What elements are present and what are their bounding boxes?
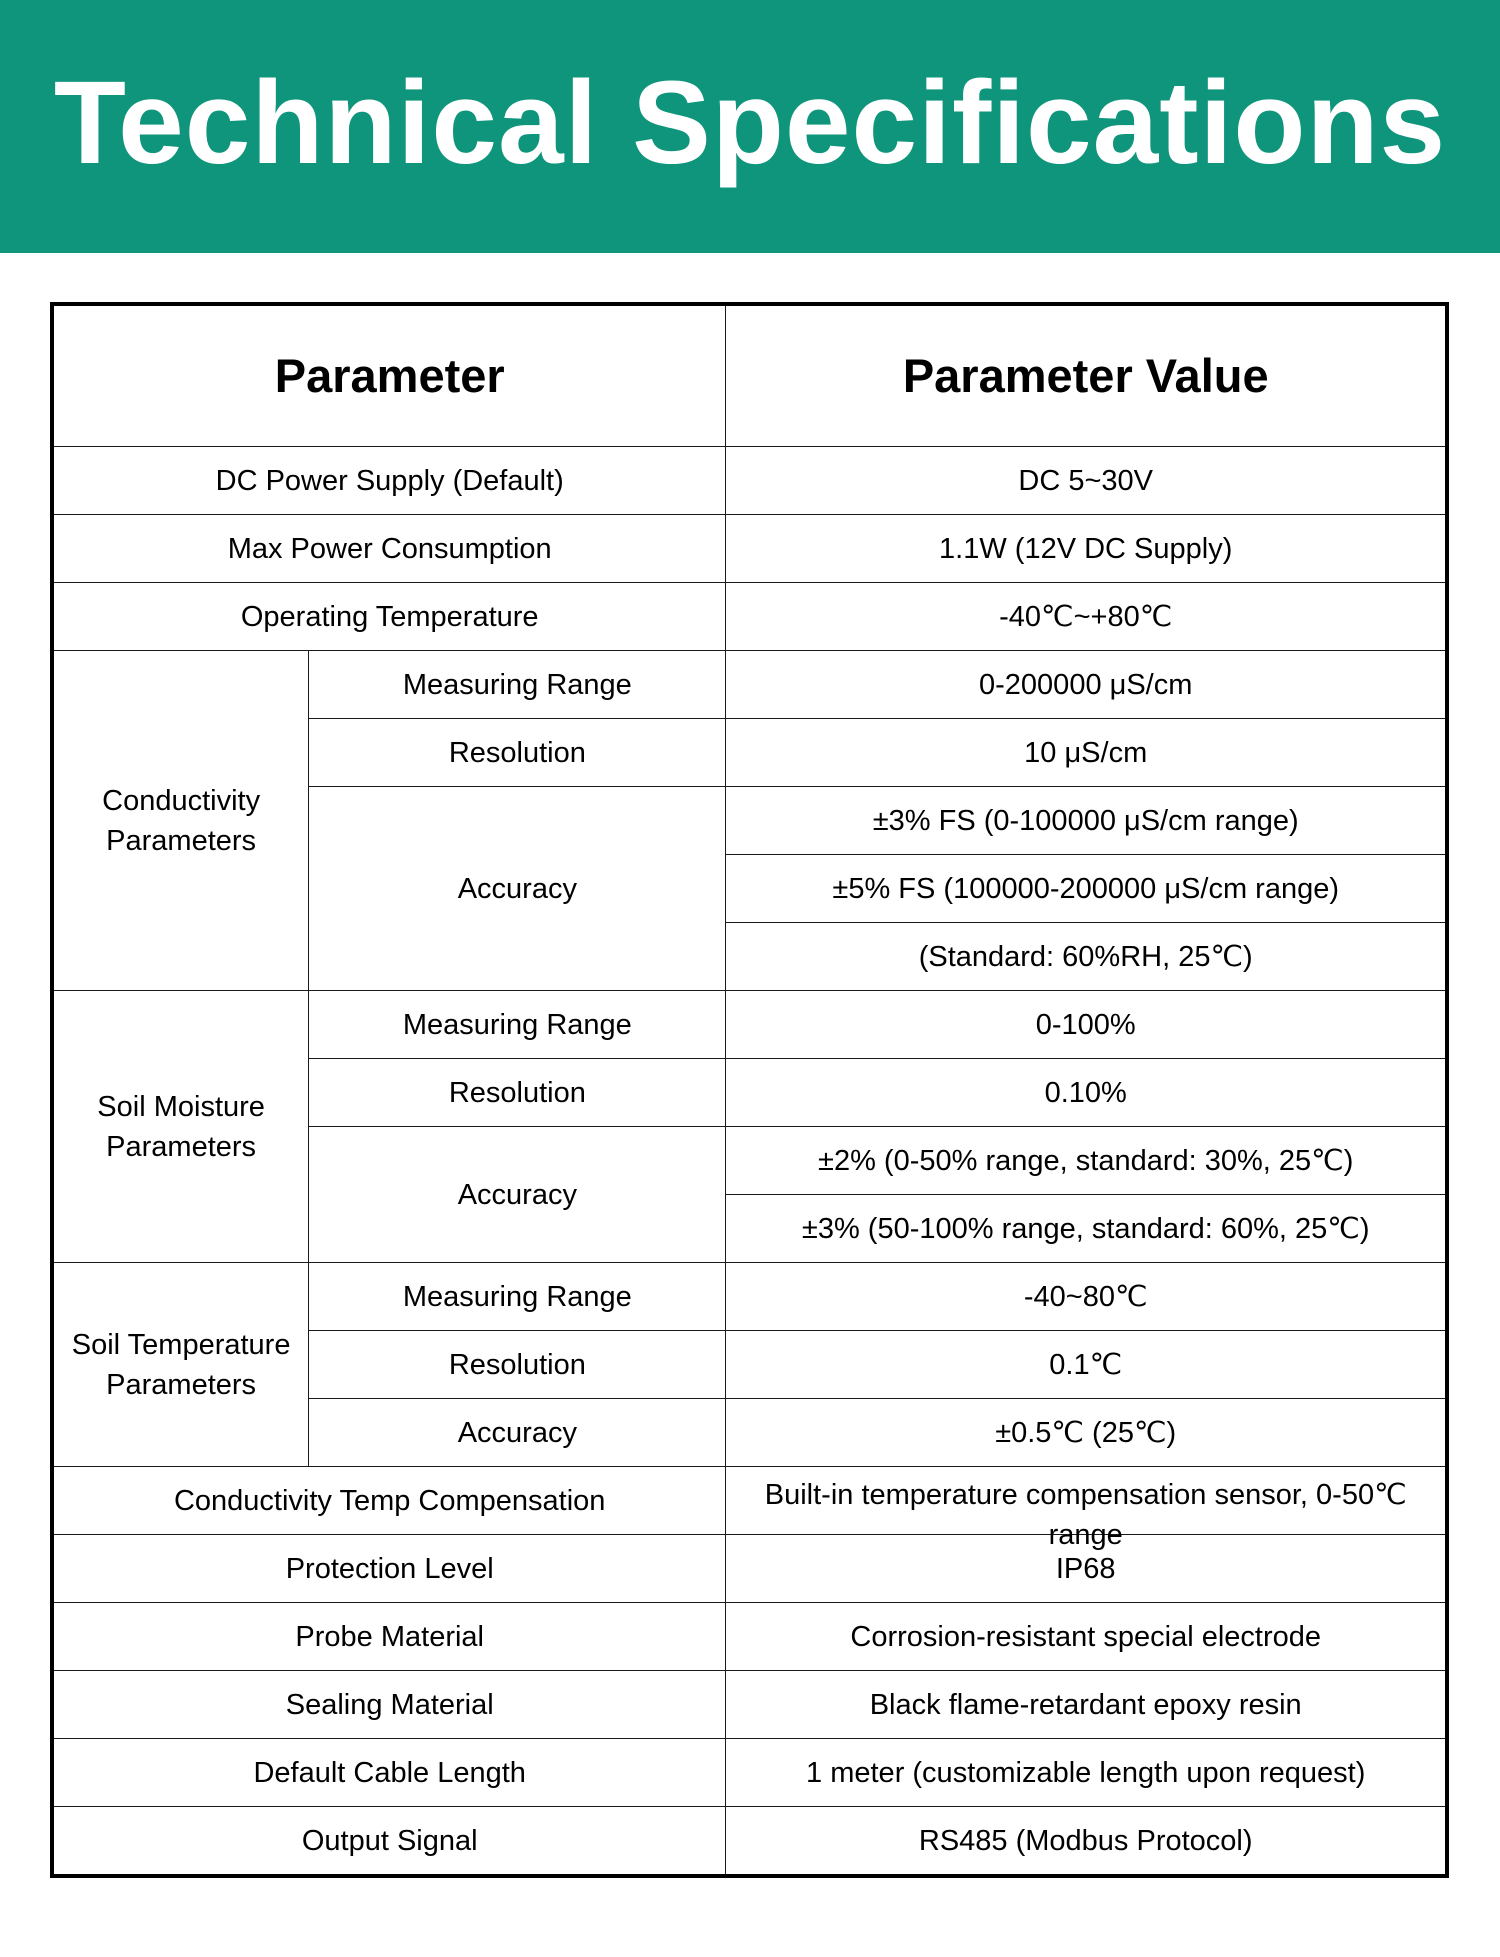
sub-parameter-cell: Accuracy: [309, 787, 726, 991]
sub-parameter-cell: Measuring Range: [309, 651, 726, 719]
value-cell: 10 μS/cm: [726, 719, 1447, 787]
value-cell: Black flame-retardant epoxy resin: [726, 1671, 1447, 1739]
group-label-soil-temperature: Soil Temperature Parameters: [52, 1263, 309, 1467]
parameter-cell: Conductivity Temp Compensation: [52, 1467, 726, 1535]
table-row: [52, 447, 1447, 515]
title-banner: [0, 0, 1500, 253]
value-cell: ±5% FS (100000-200000 μS/cm range): [726, 855, 1447, 923]
value-cell: ±3% (50-100% range, standard: 60%, 25℃): [726, 1195, 1447, 1263]
sub-parameter-cell: Resolution: [309, 1059, 726, 1127]
group-label-conductivity: Conductivity Parameters: [52, 651, 309, 991]
table-row: [52, 1603, 1447, 1671]
parameter-cell: Default Cable Length: [52, 1739, 726, 1807]
page-title: Technical Specifications: [53, 57, 1447, 189]
parameter-cell: Sealing Material: [52, 1671, 726, 1739]
value-cell: 1 meter (customizable length upon request): [726, 1739, 1447, 1807]
value-cell: (Standard: 60%RH, 25℃): [726, 923, 1447, 991]
value-cell: RS485 (Modbus Protocol): [726, 1807, 1447, 1877]
table-row: [52, 515, 1447, 583]
parameter-cell: DC Power Supply (Default): [52, 447, 726, 515]
value-text: Built-in temperature compensation sensor, 0-50℃ range: [764, 1479, 1407, 1551]
sub-parameter-cell: Measuring Range: [309, 991, 726, 1059]
table-row: [52, 1263, 1447, 1331]
parameter-cell: Max Power Consumption: [52, 515, 726, 583]
header-parameter: Parameter: [52, 304, 726, 447]
value-cell: ±0.5℃ (25℃): [726, 1399, 1447, 1467]
value-cell: DC 5~30V: [726, 447, 1447, 515]
sub-parameter-cell: Resolution: [309, 1331, 726, 1399]
header-parameter-value: Parameter Value: [726, 304, 1447, 447]
table-header-row: [52, 304, 1447, 447]
value-cell: [726, 1467, 1447, 1551]
table-row: [52, 1467, 1447, 1535]
value-cell: 0.1℃: [726, 1331, 1447, 1399]
table-row: [52, 1535, 1447, 1603]
parameter-cell: Protection Level: [52, 1535, 726, 1603]
sub-parameter-cell: Resolution: [309, 719, 726, 787]
sub-parameter-cell: Measuring Range: [309, 1263, 726, 1331]
table-row: [52, 1739, 1447, 1807]
table-row: [52, 583, 1447, 651]
value-cell: ±3% FS (0-100000 μS/cm range): [726, 787, 1447, 855]
sub-parameter-cell: Accuracy: [309, 1399, 726, 1467]
value-cell: ±2% (0-50% range, standard: 30%, 25℃): [726, 1127, 1447, 1195]
value-cell: -40~80℃: [726, 1263, 1447, 1331]
table-row: [52, 991, 1447, 1059]
parameter-cell: Output Signal: [52, 1807, 726, 1877]
table-row: [52, 1671, 1447, 1739]
value-cell: -40℃~+80℃: [726, 583, 1447, 651]
specifications-table: [50, 302, 1449, 1878]
value-cell: Corrosion-resistant special electrode: [726, 1603, 1447, 1671]
value-cell: IP68: [726, 1535, 1447, 1603]
value-cell: 1.1W (12V DC Supply): [726, 515, 1447, 583]
sub-parameter-cell: Accuracy: [309, 1127, 726, 1263]
value-cell: 0.10%: [726, 1059, 1447, 1127]
group-label-soil-moisture: Soil Moisture Parameters: [52, 991, 309, 1263]
parameter-cell: Operating Temperature: [52, 583, 726, 651]
table-row: [52, 651, 1447, 719]
value-cell: 0-100%: [726, 991, 1447, 1059]
value-cell: 0-200000 μS/cm: [726, 651, 1447, 719]
table-row: [52, 1807, 1447, 1877]
parameter-cell: Probe Material: [52, 1603, 726, 1671]
